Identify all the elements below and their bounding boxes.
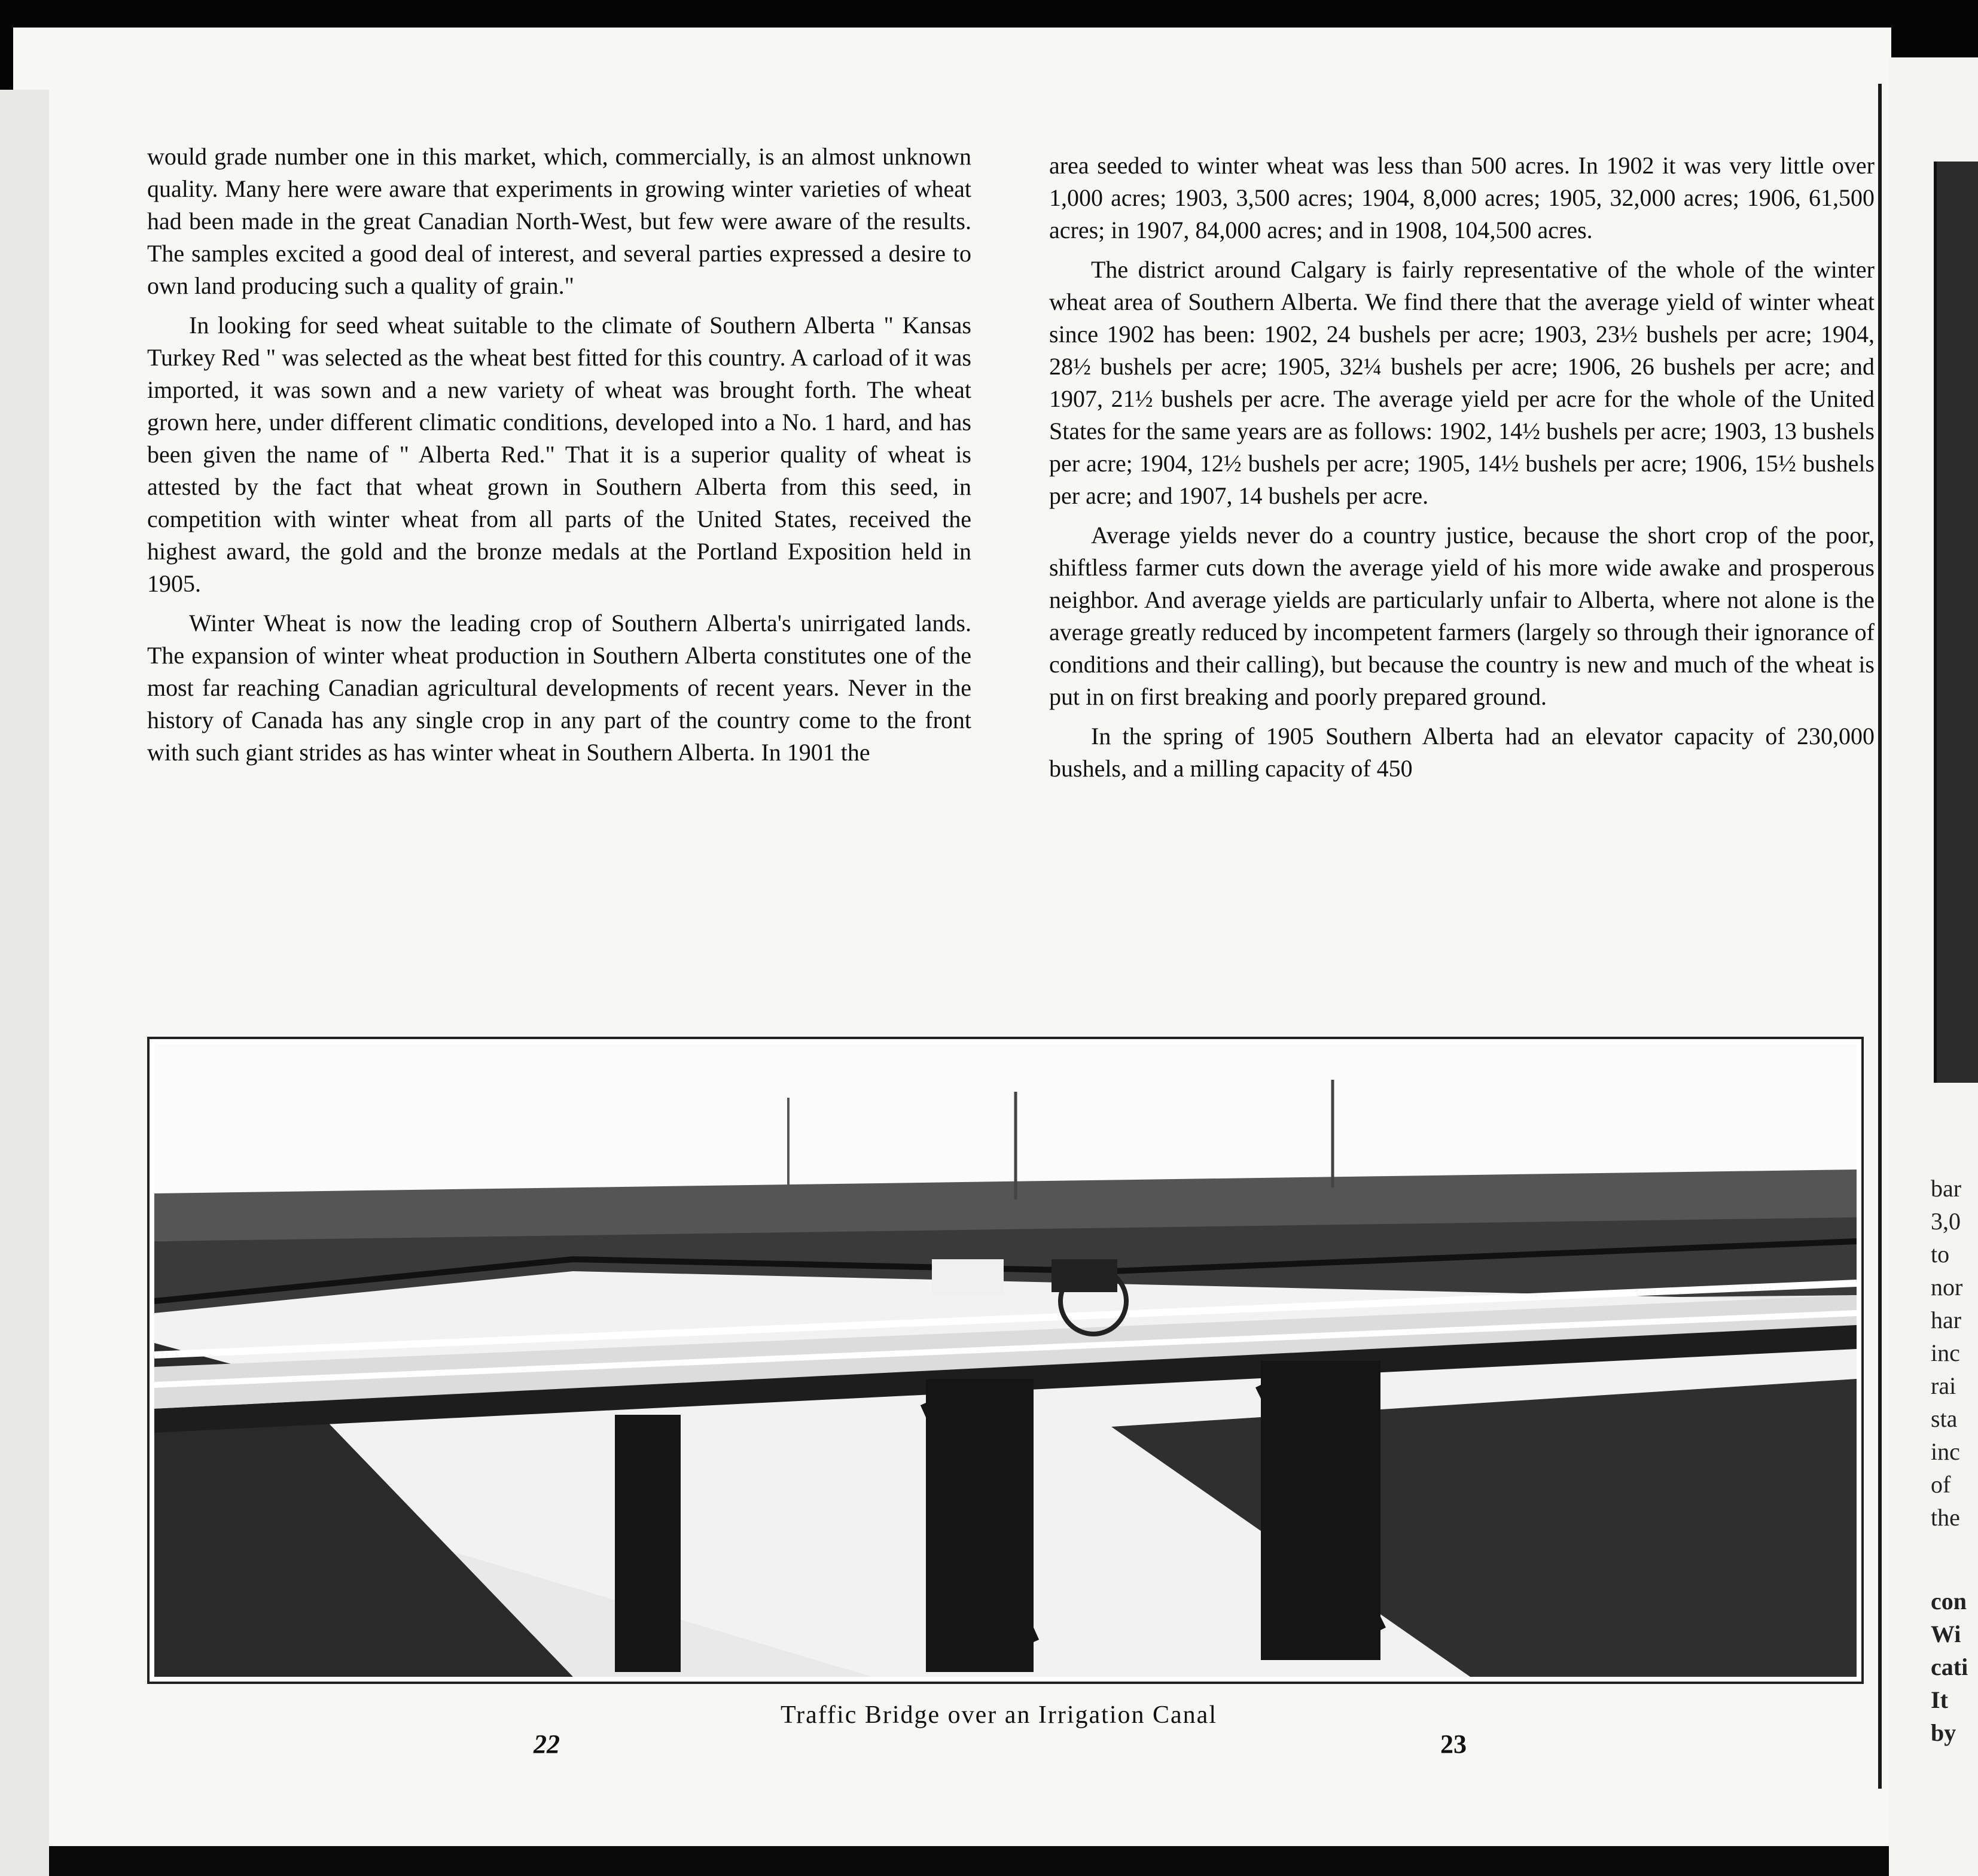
bridge-photograph [147, 1037, 1864, 1684]
right-text-column [1049, 150, 1875, 785]
adjacent-page-photo [1934, 162, 1978, 1083]
paragraph: Average yields never do a country justice, because the short crop of the poor, shiftless farmer cuts down the average yield of his more wide awake and prosperous neighbor. And average yields are particularly unfair to Alberta, where not alone is the average greatly reduced by incompetent farmers (largely so through their ignorance of conditions and their calling), but because the country is new and much of the wheat is put in on first breaking and poorly prepared ground. [1049, 522, 1875, 710]
adjacent-text-fragment: nor [1931, 1274, 1963, 1301]
adjacent-text-fragment: to [1931, 1241, 1950, 1268]
adjacent-text-fragment: of [1931, 1471, 1951, 1498]
adjacent-text-fragment: sta [1931, 1405, 1958, 1432]
adjacent-text-fragment: inc [1931, 1438, 1960, 1465]
adjacent-text-fragment: bar [1931, 1175, 1962, 1202]
adjacent-text-fragment: Wi [1931, 1621, 1961, 1647]
adjacent-text-fragment: har [1931, 1306, 1962, 1333]
page-spine [1878, 84, 1882, 1789]
adjacent-text-fragment: cati [1931, 1653, 1968, 1680]
paragraph: The district around Calgary is fairly representative of the whole of the winter wheat area of Southern Alberta. We find there that the average yield of winter wheat since 1902 has been: 1902, 24 bushels per acre; 1903, 23½ bushels per acre; 1904, 28½ bushels per acre; 1905, 32¼ bushels per acre; 1906, 26 bushels per acre; and 1907, 21½ bushels per acre. The average yield per acre for the whole of the United States for the same years are as follows: 1902, 14½ bushels per acre; 1903, 13 bushels per acre; 1904, 12½ bushels per acre; 1905, 14½ bushels per acre; 1906, 15½ bushels per acre; and 1907, 14 bushels per acre. [1049, 256, 1875, 509]
adjacent-text-fragment: by [1931, 1719, 1956, 1746]
paragraph: area seeded to winter wheat was less than 500 acres. In 1902 it was very little over 1,000 acres; 1903, 3,500 acres; 1904, 8,000 acres; 1905, 32,000 acres; 1906, 61,500 acres; in 1907, 84,000 acres; and in 1908, 104,500 acres. [1049, 152, 1875, 243]
adjacent-text-fragment: con [1931, 1588, 1967, 1615]
page-number-left: 22 [534, 1729, 560, 1759]
page-curl-left [0, 90, 49, 1876]
adjacent-text-fragment: the [1931, 1504, 1960, 1531]
photo-caption: Traffic Bridge over an Irrigation Canal [781, 1701, 1217, 1729]
adjacent-text-fragment: rai [1931, 1372, 1956, 1399]
adjacent-text-fragment: 3,0 [1931, 1208, 1961, 1235]
page-number-right: 23 [1440, 1729, 1467, 1759]
bridge-photo-illustration [154, 1044, 1857, 1677]
left-text-column [147, 141, 971, 769]
adjacent-text-fragment: inc [1931, 1339, 1960, 1366]
adjacent-text-fragment: It [1931, 1686, 1948, 1713]
paragraph: Winter Wheat is now the leading crop of Southern Alberta's unirrigated lands. The expansion of winter wheat production in Southern Alberta constitutes one of the most far reaching Canadian agricultural developments of recent years. Never in the history of Canada has any single crop in any part of the country come to the front with such giant strides as has winter wheat in Southern Alberta. In 1901 the [147, 610, 971, 766]
paragraph: would grade number one in this market, which, commercially, is an almost unknown quality. Many here were aware that experiments in growing winter varieties of wheat had been made in the great Canadian North-West, but few were aware of the results. The samples excited a good deal of interest, and several parties expressed a desire to own land producing such a quality of grain." [147, 143, 971, 299]
paragraph: In the spring of 1905 Southern Alberta had an elevator capacity of 230,000 bushels, and a milling capacity of 450 [1049, 723, 1875, 782]
paragraph: In looking for seed wheat suitable to the climate of Southern Alberta " Kansas Turkey Red " was selected as the wheat best fitted for this country. A carload of it was imported, it was sown and a new variety of wheat was brought forth. The wheat grown here, under different climatic conditions, developed into a No. 1 hard, and has been given the name of " Alberta Red." That it is a superior quality of wheat is attested by the fact that wheat grown in Southern Alberta from this seed, in competition with winter wheat from all parts of the United States, received the highest award, the gold and the bronze medals at the Portland Exposition held in 1905. [147, 312, 971, 597]
